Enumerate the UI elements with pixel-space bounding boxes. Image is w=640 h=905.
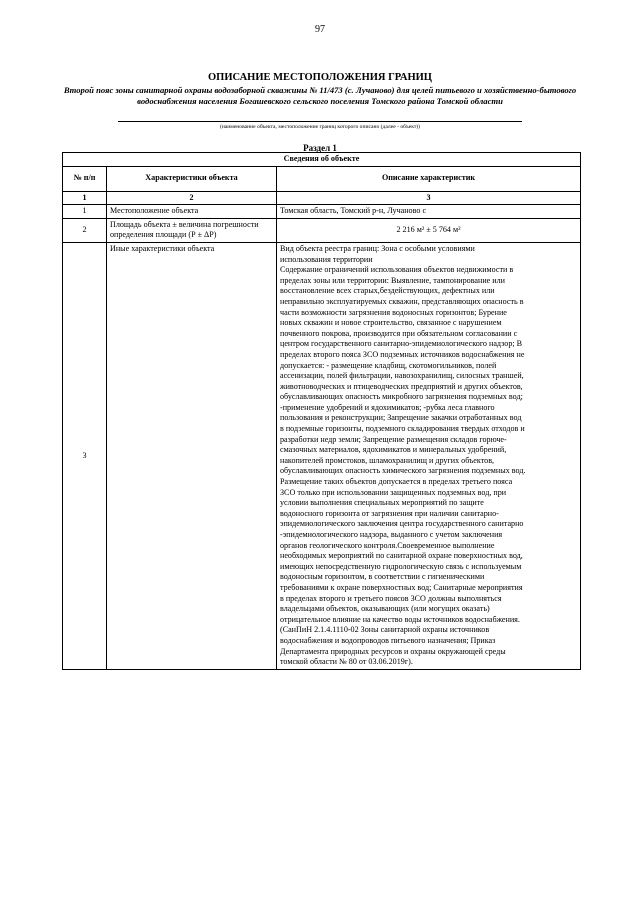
row-characteristic: Местоположение объекта bbox=[107, 205, 277, 219]
page-number: 97 bbox=[315, 24, 325, 35]
numbering-cell: 1 bbox=[63, 191, 107, 205]
row-description: Томская область, Томский р-н, Лучаново с bbox=[277, 205, 581, 219]
row-characteristic: Иные характеристики объекта bbox=[107, 242, 277, 669]
header-description: Описание характеристик bbox=[277, 166, 581, 191]
table-row bbox=[63, 242, 581, 669]
table-row bbox=[63, 205, 581, 219]
row-description: Вид объекта реестра границ: Зона с особыми условиями использования территории Содержание ограничений использования объектов недвижимости в пределах зоны или территории: Выявление, тампонирование или восстановление всех старых,бездействующих, дефектных или неправильно эксплуатируемых скважин, представляющих опасность в части возможности загрязнения водоносных горизонтов; Бурение новых скважин и новое строительство, связанное с нарушением почвенного покрова, производится при обязательном согласовании с центром государственного санитарно-эпидемиологического надзор; В пределах второго пояса ЗСО подземных источников водоснабжения не допускается: - размещение кладбищ, скотомогильников, полей ассенизации, полей фильтрации, навозохранилищ, силосных траншей, животноводческих и птицеводческих предприятий и других объектов, обуславливающих опасность микробного загрязнения подземных вод; -применение удобрений и ядохимикатов; -рубка леса главного пользования и реконструкции; Запрещение закачки отработанных вод в подземные горизонты, подземного складирования твердых отходов и разработки недр земли; Запрещение размещения складов горюче- смазочных материалов, ядохимикатов и минеральных удобрений, накопителей промстоков, шламохранилищ и других объектов, обуславливающих опасность химического загрязнения подземных вод. Размещение таких объектов допускается в пределах третьего пояса ЗСО только при использовании защищенных подземных вод, при условии выполнения специальных мероприятий по защите водоносного горизонта от загрязнения при наличии санитарно- эпидемиологического заключения центра государственного санитарно -эпидемиологического надзора, выданного с учетом заключения органов геологического контроля.Своевременное выполнение необходимых мероприятий по санитарной охране поверхностных вод, имеющих непосредственную гидрологическую связь с используемым водоносным горизонтом, в соответствии с гигиеническими требованиями к охране поверхностных вод; Санитарные мероприятия в пределах второго и третьего поясов ЗСО должны выполняться владельцами объектов, оказывающих (или могущих оказать) отрицательное влияние на качество воды источников водоснабжения. (СанПиН 2.1.4.1110-02 Зоны санитарной охраны источников водоснабжения и водопроводов питьевого назначения; Приказ Департамента природных ресурсов и охраны окружающей среды томской области № 80 от 03.06.2019г). bbox=[277, 242, 581, 669]
row-number: 1 bbox=[63, 205, 107, 219]
header-number: № п/п bbox=[63, 166, 107, 191]
numbering-cell: 2 bbox=[107, 191, 277, 205]
table-row bbox=[63, 218, 581, 242]
row-number: 3 bbox=[63, 242, 107, 669]
document-subtitle: Второй пояс зоны санитарной охраны водозаборной скважины № 11/473 (с. Лучаново) для целей питьевого и хозяйственно-бытового водоснабжения населения Богашевского сельского поселения Томского района Томской области bbox=[63, 85, 577, 106]
header-characteristic: Характеристики объекта bbox=[107, 166, 277, 191]
row-number: 2 bbox=[63, 218, 107, 242]
title-caption: (наименование объекта, местоположение границ которого описано (далее - объект)) bbox=[219, 124, 421, 130]
section-title: Раздел 1 bbox=[303, 143, 337, 153]
row-characteristic: Площадь объекта ± величина погрешности определения площади (Р ± ΔР) bbox=[107, 218, 277, 242]
numbering-cell: 3 bbox=[277, 191, 581, 205]
document-title: ОПИСАНИЕ МЕСТОПОЛОЖЕНИЯ ГРАНИЦ bbox=[208, 72, 432, 83]
object-info-table bbox=[62, 152, 581, 670]
table-header-row bbox=[63, 166, 581, 191]
table-title: Сведения об объекте bbox=[63, 153, 581, 167]
title-underline bbox=[118, 121, 522, 122]
table-numbering-row bbox=[63, 191, 581, 205]
row-description: 2 216 м² ± 5 764 м² bbox=[277, 218, 581, 242]
table-title-row bbox=[63, 153, 581, 167]
